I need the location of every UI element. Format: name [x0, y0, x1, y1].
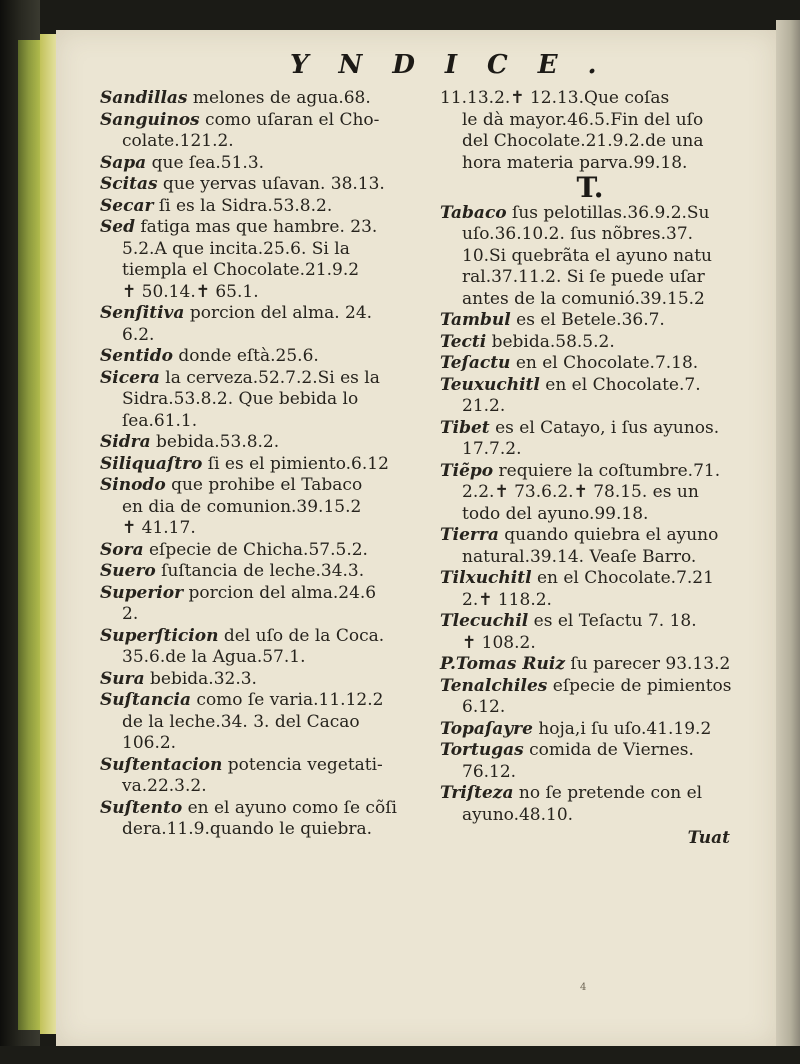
- index-entry: [100, 454, 410, 476]
- entry-text: en el Chocolate.7.21 2.✝ 118.2.: [462, 568, 714, 610]
- entry-text: que prohibe el Tabaco en dia de comunion.39.15.2 ✝ 41.17.: [122, 475, 363, 538]
- entry-text: como ſe varia.11.12.2 de la leche.34. 3. del Cacao 106.2.: [122, 690, 384, 753]
- entry-headword: Tlecuchil: [440, 611, 529, 631]
- entry-text: quando quiebra el ayuno natural.39.14. Veaſe Barro.: [462, 525, 719, 567]
- entry-text: que ſea.51.3.: [146, 152, 265, 173]
- entry-headword: P.Tomas Ruiz: [440, 654, 566, 674]
- index-entry: [440, 375, 740, 418]
- right-column-continuation: [440, 88, 740, 174]
- bottom-shadow: [0, 1046, 800, 1064]
- index-entry: [100, 196, 410, 218]
- entry-headword: Teſactu: [440, 353, 511, 373]
- entry-text: 11.13.2.✝ 12.13.Que coſas le dà mayor.46.5.Fin del uſo del Chocolate.21.9.2.de una hora materia parva.99.18.: [440, 88, 704, 173]
- entry-text: ſi es el pimiento.6.12: [202, 453, 389, 474]
- index-entry: [440, 353, 740, 375]
- right-column-entries: [440, 203, 740, 827]
- entry-headword: Tierra: [440, 525, 499, 545]
- entry-text: ſus pelotillas.36.9.2.Su uſo.36.10.2. ſus nõbres.37. 10.Si quebrãta el ayuno natu ral.37.11.2. Si ſe puede uſar antes de la comunió.39.15.2: [462, 202, 712, 309]
- entry-headword: Tortugas: [440, 740, 524, 760]
- entry-headword: Sicera: [100, 367, 160, 388]
- entry-headword: Sanguinos: [100, 109, 200, 130]
- left-column: [100, 88, 410, 841]
- index-entry: [440, 654, 740, 676]
- entry-text: en el Chocolate.7.18.: [510, 353, 699, 373]
- entry-headword: Teuxuchitl: [440, 374, 540, 395]
- entry-text: ſi es la Sidra.53.8.2.: [153, 195, 333, 216]
- entry-text: es el Teſactu 7. 18. ✝ 108.2.: [462, 611, 697, 653]
- entry-text: es el Catayo, i ſus ayunos. 17.7.2.: [462, 417, 720, 459]
- index-entry: [440, 88, 740, 174]
- entry-text: es el Betele.36.7.: [510, 310, 665, 330]
- index-entry: [100, 626, 410, 669]
- index-entry: [440, 418, 740, 461]
- entry-text: eſpecie de Chicha.57.5.2.: [143, 539, 368, 560]
- index-entry: [100, 110, 410, 153]
- entry-headword: Sora: [100, 539, 144, 560]
- entry-text: como uſaran el Cho- colate.121.2.: [122, 109, 380, 151]
- index-entry: [100, 540, 410, 562]
- entry-headword: Sura: [100, 668, 145, 689]
- entry-headword: Secar: [100, 195, 154, 216]
- entry-text: bebida.53.8.2.: [150, 432, 280, 452]
- index-entry: [100, 174, 410, 196]
- entry-text: en el ayuno como ſe cõſi dera.11.9.quando le quiebra.: [122, 797, 397, 839]
- entry-text: comida de Viernes. 76.12.: [462, 740, 694, 782]
- index-entry: [440, 332, 740, 354]
- entry-headword: Tenalchiles: [440, 675, 548, 696]
- entry-headword: Siliquaſtro: [100, 453, 203, 474]
- entry-headword: Tiẽpo: [440, 460, 494, 481]
- entry-headword: Tecti: [440, 331, 487, 352]
- entry-headword: Suero: [100, 561, 156, 581]
- index-entry: [440, 719, 740, 741]
- index-entry: [100, 690, 410, 755]
- entry-text: porcion del alma. 24. 6.2.: [122, 303, 373, 345]
- entry-headword: Scitas: [100, 174, 158, 194]
- index-entry: [440, 568, 740, 611]
- entry-text: del uſo de la Coca. 35.6.de la Agua.57.1.: [122, 625, 385, 667]
- index-entry: [100, 475, 410, 540]
- entry-text: fatiga mas que hambre. 23. 5.2.A que incita.25.6. Si la tiempla el Chocolate.21.9.2 ✝ 50.14.✝ 65.1.: [122, 217, 378, 302]
- catchword: Tuat: [687, 828, 730, 848]
- entry-text: bebida.32.3.: [144, 668, 257, 689]
- index-entry: [100, 88, 410, 110]
- index-entry: [440, 676, 740, 719]
- entry-headword: Sapa: [100, 152, 147, 173]
- entry-headword: Sed: [100, 217, 135, 237]
- index-entry: [100, 669, 410, 691]
- entry-headword: Senſitiva: [100, 303, 185, 323]
- entry-text: requiere la coſtumbre.71. 2.2.✝ 73.6.2.✝ 78.15. es un todo del ayuno.99.18.: [462, 460, 721, 524]
- entry-text: melones de agua.68.: [187, 88, 371, 108]
- index-entry: [100, 561, 410, 583]
- running-head: YNDICE.: [290, 50, 627, 80]
- index-entry: [440, 203, 740, 311]
- entry-headword: Tabaco: [440, 202, 507, 223]
- index-entry: [100, 368, 410, 433]
- entry-text: bebida.58.5.2.: [486, 331, 615, 352]
- index-entry: [100, 432, 410, 454]
- facing-page-edge: [776, 20, 800, 1064]
- entry-headword: Sinodo: [100, 475, 166, 495]
- entry-headword: Topaſayre: [440, 718, 533, 739]
- index-entry: [100, 303, 410, 346]
- entry-headword: Sidra: [100, 432, 151, 452]
- page-mark: 4: [580, 982, 587, 993]
- entry-text: que yervas uſavan. 38.13.: [157, 174, 385, 194]
- right-column: [440, 88, 740, 850]
- entry-headword: Suſtancia: [100, 690, 192, 710]
- page-edge-green: [18, 40, 42, 1030]
- entry-headword: Tilxuchitl: [440, 568, 532, 588]
- entry-text: ſuſtancia de leche.34.3.: [155, 561, 365, 581]
- entry-text: ſu parecer 93.13.2: [565, 654, 731, 674]
- entry-headword: Superior: [100, 582, 184, 603]
- index-entry: [440, 783, 740, 826]
- index-entry: [100, 798, 410, 841]
- entry-headword: Tibet: [440, 417, 490, 438]
- entry-text: eſpecie de pimientos 6.12.: [462, 675, 732, 717]
- index-entry: [100, 153, 410, 175]
- section-letter: T.: [576, 171, 604, 204]
- entry-headword: Sandillas: [100, 88, 188, 108]
- entry-headword: Sentido: [100, 346, 173, 366]
- entry-text: la cerveza.52.7.2.Si es la Sidra.53.8.2. Que bebida lo ſea.61.1.: [122, 367, 380, 431]
- index-entry: [440, 461, 740, 526]
- entry-text: no ſe pretende con el ayuno.48.10.: [462, 783, 703, 825]
- index-entry: [440, 740, 740, 783]
- index-entry: [440, 611, 740, 654]
- entry-text: hoja,i ſu uſo.41.19.2: [532, 718, 712, 739]
- entry-headword: Tambul: [440, 310, 511, 330]
- entry-headword: Suſtento: [100, 797, 183, 818]
- index-entry: [100, 755, 410, 798]
- index-entry: [100, 583, 410, 626]
- entry-headword: Superſticion: [100, 625, 219, 646]
- index-entry: [100, 346, 410, 368]
- entry-text: potencia vegetati- va.22.3.2.: [122, 754, 383, 796]
- entry-text: donde eſtà.25.6.: [173, 346, 319, 366]
- entry-text: en el Chocolate.7. 21.2.: [462, 374, 701, 416]
- entry-text: porcion del alma.24.6 2.: [122, 582, 377, 624]
- index-entry: [100, 217, 410, 303]
- index-entry: [440, 525, 740, 568]
- entry-headword: Triſteza: [440, 783, 514, 803]
- index-entry: [440, 310, 740, 332]
- entry-headword: Suſtentacion: [100, 754, 223, 775]
